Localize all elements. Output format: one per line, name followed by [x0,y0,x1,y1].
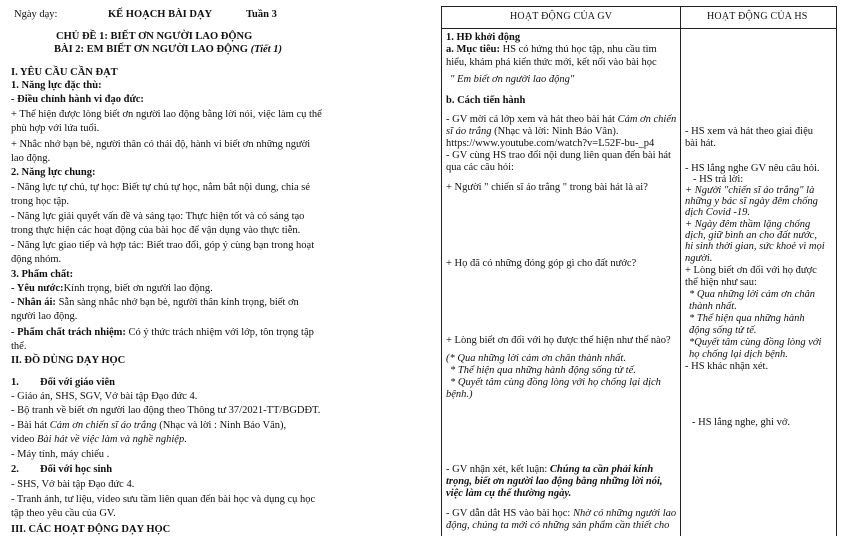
quality-1-text: Kính trọng, biết ơn người lao động. [63,283,213,294]
section-1-2-title: 2. Năng lực chung: [11,167,96,178]
section-1-1-title: 1. Năng lực đặc thù: [11,80,102,91]
step-1-url[interactable]: https://www.youtube.com/watch?v=L52F-bu-_p4 [446,138,655,149]
lead-in-line-2: động, chúng ta mới có những sản phẩm cần thiết cho [446,520,670,531]
teacher-item-3-prefix: - Bài hát [11,420,50,431]
teacher-item-3-song: Cảm ơn chiến sĩ áo trắng [49,420,157,431]
adjust-title: - Điều chỉnh hành vi đạo đức: [11,94,144,105]
right-page [438,0,841,536]
question-3: + Lòng biết ơn đối với họ được thể hiện như thế nào? [446,335,671,346]
student-item-1: - SHS, Vở bài tập Đạo đức 4. [11,479,135,490]
student-item-2b: tập theo yêu cầu của GV. [11,508,116,519]
teacher-item-4-prefix: video [11,434,37,445]
goal-text: HS có hứng thú học tập, nhu cầu tìm [499,44,657,55]
student-response-5d: người. [685,253,713,264]
quality-line-3 [11,326,314,339]
general-line-2a: - Năng lực giải quyết vấn đề và sáng tạo: Thực hiện tốt và có sáng tạo [11,211,305,222]
quality-line-1 [11,282,213,295]
conclusion-line-2: trọng, biết ơn người lao động bằng những lời nói, [446,476,663,487]
answer-3: * Quyết tâm cùng đồng lòng với họ chống lại dịch [450,377,661,388]
student-response-8a: * Thể hiện qua những hành [689,313,805,324]
conclusion-line-3: việc làm cụ thể thường ngày. [446,488,572,499]
goal-line-2: hiểu, khám phá kiến thức mới, kết nối vào bài học [446,57,657,68]
question-1: + Người " chiến sĩ áo trắng " trong bài hát là ai? [446,182,648,193]
student-response-5c: hi sinh thời gian, sức khoẻ vì mọi [685,241,825,252]
page-gutter [428,0,438,536]
lead-in-text: Nhờ có những người lao [572,508,677,519]
general-line-1b: trong học tập. [11,196,70,207]
student-response-7b: thành nhất. [689,301,737,312]
topic-title: CHỦ ĐỀ 1: BIẾT ƠN NGƯỜI LAO ĐỘNG [56,31,253,42]
lesson-main: BÀI 2: EM BIẾT ƠN NGƯỜI LAO ĐỘNG [54,44,248,55]
student-response-4a: + Người "chiến sĩ áo trắng" là [685,185,815,196]
student-response-5a: + Ngày đêm thầm lặng chống [685,219,811,230]
student-response-11: - HS lắng nghe, ghi vở. [692,417,791,428]
quality-3-text: Có ý thức trách nhiệm với lớp, tôn trọng tập [125,327,314,338]
table-header-separator [442,28,836,29]
method-title: b. Cách tiến hành [446,95,526,106]
goal-label: a. Mục tiêu: [446,44,500,55]
teacher-column-header: HOẠT ĐỘNG CỦA GV [510,11,613,22]
goal-line-1 [446,43,657,56]
lead-in-prefix: - GV dẫn dắt HS vào bài học: [446,508,573,519]
date-label: Ngày dạy: [14,9,58,20]
teacher-item-2: - Bộ tranh về biết ơn người lao động theo Thông tư 37/2021-TT/BGDĐT. [11,405,321,416]
quality-line-2b: người lao động. [11,311,78,322]
student-response-6a: + Lòng biết ơn đối với họ được [685,265,817,276]
activity-1-title: 1. HĐ khởi động [446,32,521,43]
student-response-4b: những y bác sĩ ngày đêm chống [685,196,818,207]
lesson-period: (Tiết 1) [250,44,282,55]
teacher-item-4-title: Bài hát về việc làm và nghề nghiệp. [36,434,187,445]
activities-table [441,6,837,536]
lesson-title [54,43,282,56]
teacher-item-3 [11,419,286,432]
teacher-item-5: - Máy tính, máy chiếu . [11,449,110,460]
conclusion-prefix: - GV nhận xét, kết luận: [446,464,550,475]
section-1-3-title: 3. Phẩm chất: [11,269,74,280]
teacher-num: 1. [11,377,19,388]
quality-2-text: Sẵn sàng nhắc nhở bạn bè, người thân kính trọng, biết ơn [55,297,299,308]
student-column-header: HOẠT ĐỘNG CỦA HS [707,11,808,22]
quality-line-3b: thể. [11,341,27,352]
student-response-3: - HS trả lời: [693,174,744,185]
student-response-6b: thể hiện như sau: [685,277,757,288]
student-response-5b: dịch, giữ bình an cho đất nước, [685,230,817,241]
general-line-1a: - Năng lực tự chủ, tự học: Biết tự chủ tự học, nắm bắt nội dung, chia sẻ [11,182,311,193]
quality-1-label: - Yêu nước: [11,283,64,294]
quality-line-2 [11,296,299,309]
conclusion-text-1: Chúng ta cần phải kính [549,464,654,475]
student-response-10: - HS khác nhận xét. [685,361,769,372]
step-1-song: Cảm ơn chiến [617,114,677,125]
step-1-suffix: (Nhạc và lời: Ninh Bảo Vân). [491,126,619,137]
section-2-title: II. ĐỒ DÙNG DẠY HỌC [11,355,126,366]
section-3-title: III. CÁC HOẠT ĐỘNG DẠY HỌC [11,524,171,535]
answer-4: bệnh.) [446,389,473,400]
teacher-item-3-suffix: (Nhạc và lời : Ninh Bảo Vân), [156,420,287,431]
student-response-7a: * Qua những lời cảm ơn chân [689,289,816,300]
student-num: 2. [11,464,19,475]
general-line-3b: động nhóm. [11,254,62,265]
student-response-9b: họ chống lại dịch bệnh. [689,349,788,360]
student-response-8b: động sống tử tế. [689,325,757,336]
adjust-line-1b: phù hợp với lứa tuổi. [11,123,100,134]
step-1-prefix: - GV mời cả lớp xem và hát theo bài hát [446,114,618,125]
student-item-2a: - Tranh ảnh, tư liệu, video sưu tầm liên quan đến bài học và dụng cụ học [11,494,316,505]
general-line-3a: - Năng lực giao tiếp và hợp tác: Biết trao đổi, góp ý cùng bạn trong hoạt [11,240,315,251]
quality-3-label: - Phẩm chất trách nhiệm: [11,327,126,338]
student-materials-title: Đối với học sinh [40,464,113,475]
step-2-line-2: qua các câu hỏi: [446,162,514,173]
student-response-4c: dịch Covid -19. [685,207,751,218]
teacher-item-1: - Giáo án, SHS, SGV, Vở bài tập Đạo đức 4. [11,391,198,402]
student-response-1b: bài hát. [685,138,716,149]
table-column-separator [680,7,681,536]
student-response-1a: - HS xem và hát theo giai điệu [685,126,814,137]
plan-title: KẾ HOẠCH BÀI DẠY [108,9,213,20]
answer-2: * Thể hiện qua những hành động sống tử tế. [450,365,636,376]
teacher-item-4 [11,433,187,446]
adjust-line-1a: + Thể hiện được lòng biết ơn người lao động bằng lời nói, việc làm cụ thể [11,109,322,120]
step-2-line-1: - GV cùng HS trao đổi nội dung liên quan đến bài hát [446,150,671,161]
student-response-9a: *Quyết tâm cùng đồng lòng với [689,337,822,348]
section-1-title: I. YÊU CẦU CẦN ĐẠT [11,67,118,78]
goal-quote: " Em biết ơn người lao động" [450,74,575,85]
student-response-2: - HS lắng nghe GV nêu câu hỏi. [685,163,820,174]
general-line-2b: trong thực hiện các hoạt động của bài học để vận dụng vào thực tiễn. [11,225,301,236]
teacher-materials-title: Đối với giáo viên [40,377,115,388]
week-label: Tuần 3 [246,9,277,20]
quality-2-label: - Nhân ái: [11,297,56,308]
adjust-line-2a: + Nhắc nhở bạn bè, người thân có thái độ, hành vi biết ơn những người [11,139,311,150]
answer-1: (* Qua những lời cảm ơn chân thành nhất. [446,353,626,364]
adjust-line-2b: lao động. [11,153,51,164]
question-2: + Họ đã có những đóng góp gì cho đất nước? [446,258,637,269]
step-1-song-2: sĩ áo trắng [446,126,492,137]
